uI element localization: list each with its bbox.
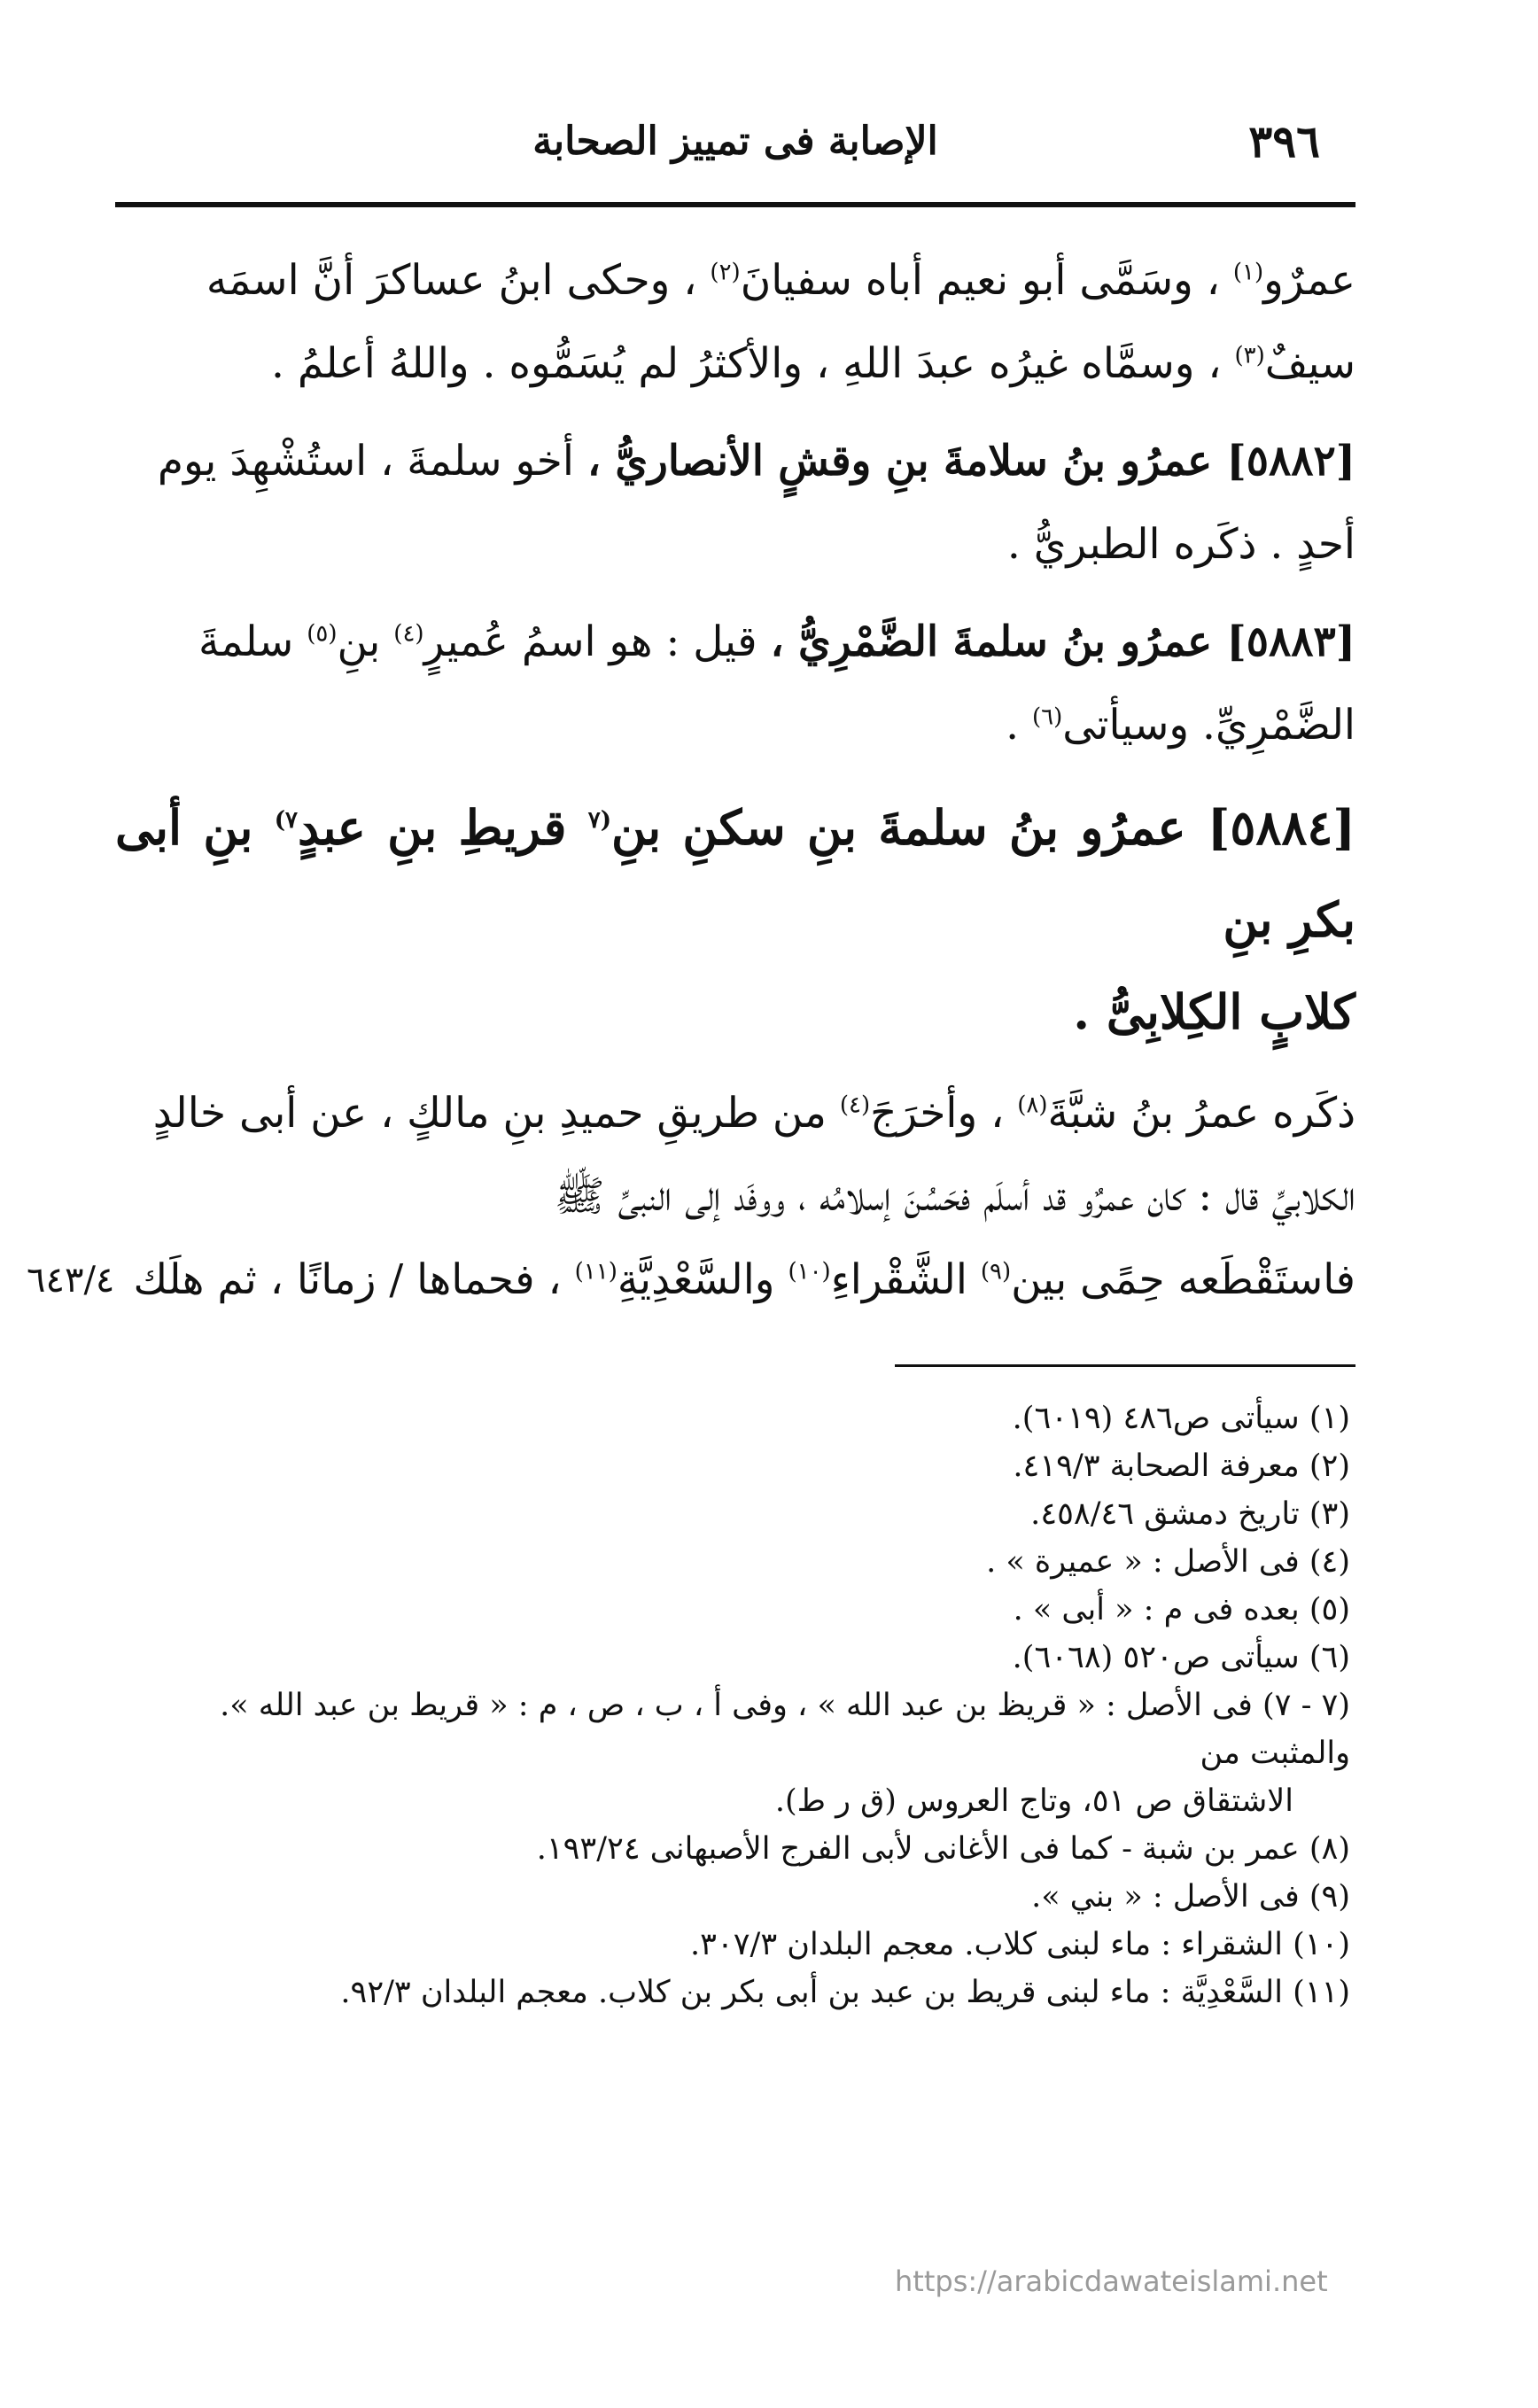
entry-heading: [٥٨٨٣] عمرُو بنُ سلمةَ الضَّمْرِيُّ ،: [770, 618, 1355, 666]
paragraph-intro: [115, 239, 1355, 406]
footnote-ref[interactable]: (٤): [839, 1091, 871, 1119]
footnote-continuation: الاشتقاق ص ٥١، وتاج العروس (ق ر ط).: [774, 1783, 1293, 1819]
text-run: [٥٨٨٤] عمرُو بنُ سلمةَ بنِ سكنِ بنِ: [611, 799, 1355, 856]
text-run: قيل : هو اسمُ عُميرٍ: [423, 618, 757, 666]
footnote-ref[interactable]: (٥): [307, 620, 338, 648]
text-run: ، فحماها / زمانًا ، ثم هلَك: [133, 1255, 562, 1304]
text-run: والسَّعْدِيَّةِ: [617, 1255, 775, 1304]
footnote: (١) سيأتى ص٤٨٦ (٦٠١٩).: [1012, 1401, 1350, 1436]
text-line: الكلابيِّ قال : كان عمرٌو قد أسلَم فحَسُنَ إسلامُه ، ووفَد إلى النبىِّ ﷺ: [554, 1172, 1355, 1221]
text-run: فاستَقْطَعه حِمًى بين: [1011, 1255, 1355, 1304]
entry-heading: [115, 781, 1355, 966]
text-run: ، وأخرَجَ: [870, 1089, 1005, 1138]
text-run: سيفٌ: [1264, 339, 1355, 388]
entry-5883: [115, 601, 1355, 767]
footnote-ref[interactable]: (١١): [574, 1258, 618, 1286]
footnote: (٤) فى الأصل : « عميرة » .: [986, 1544, 1350, 1580]
entry-5882: [115, 420, 1355, 586]
footnote: (٣) تاريخ دمشق ٤٥٨/٤٦.: [1030, 1496, 1350, 1532]
footnote-ref[interactable]: (٩): [980, 1258, 1012, 1286]
text-line: [115, 1072, 1355, 1155]
text-run: ذكَره عمرُ بنُ شبَّةَ: [1047, 1089, 1355, 1138]
margin-page-ref: ٦٤٣/٤: [27, 1260, 115, 1301]
footnote-ref[interactable]: (٣): [1234, 342, 1265, 369]
footnote-ref[interactable]: (٨): [1017, 1091, 1048, 1119]
text-run: ، وسمَّاه غيرُه عبدَ اللهِ ، والأكثرُ لم يُسَمُّوه . واللهُ أعلمُ .: [270, 339, 1222, 388]
text-line: أحدٍ . ذكَره الطبريُّ .: [1006, 520, 1355, 569]
text-line: [115, 601, 1355, 684]
page-header: [115, 115, 1355, 186]
main-text: [27, 239, 1355, 1322]
text-run: ، وحكى ابنُ عساكرَ أنَّ اسمَه: [206, 256, 697, 305]
footnote: (٦) سيأتى ص٥٢٠ (٦٠٦٨).: [1012, 1640, 1350, 1675]
header-rule: [115, 202, 1355, 207]
text-run: سلمةَ: [198, 618, 294, 666]
footnote: (٩) فى الأصل : « بني ».: [1031, 1879, 1350, 1915]
text-run: بنِ أبى بكرِ بنِ: [115, 799, 1355, 948]
page-number: ٣٩٦: [1248, 115, 1320, 167]
entry-5884: [115, 781, 1355, 1058]
footnote: (٧ - ٧) فى الأصل : « قريظ بن عبد الله » ، وفى أ ، ب ، ص ، م : « قريط بن عبد الله ». والمثبت من: [220, 1688, 1350, 1771]
watermark-url: https://arabicdawateislami.net: [895, 2264, 1328, 2298]
entry-heading: [٥٨٨٢] عمرُو بنُ سلامةَ بنِ وقشٍ الأنصاريُّ ،: [586, 437, 1355, 485]
text-run: ، وسَمَّى أبو نعيم أباه سفيانَ: [740, 256, 1220, 305]
footnote-ref[interactable]: (٧: [587, 807, 612, 834]
footnote-ref[interactable]: (١): [1232, 259, 1264, 286]
footnote: (٥) بعده فى م : « أبى » .: [1013, 1592, 1350, 1627]
footnote-rule: [895, 1364, 1355, 1367]
footnote: (٨) عمر بن شبة - كما فى الأغانى لأبى الفرج الأصبهانى ١٩٣/٢٤.: [536, 1831, 1350, 1867]
text-line: [27, 1239, 1355, 1322]
footnote: (٢) معرفة الصحابة ٤١٩/٣.: [1013, 1449, 1350, 1484]
text-run: قريطِ بنِ عبدٍ: [298, 799, 567, 856]
footnote-ref[interactable]: (٦): [1031, 703, 1063, 731]
footnotes: [115, 1394, 1355, 2016]
text-run: من طريقِ حميدِ بنِ مالكٍ ، عن أبى خالدٍ: [152, 1089, 827, 1138]
text-run: بنِ: [337, 618, 381, 666]
footnote-ref[interactable]: ٧): [274, 807, 299, 834]
footnote: (١١) السَّعْدِيَّة : ماء لبنى قريط بن عبد بن أبى بكر بن كلاب. معجم البلدان ٩٢/٣.: [340, 1975, 1350, 2010]
text-run: أخو سلمةَ ، استُشْهِدَ يوم: [157, 437, 574, 485]
running-title: الإصابة فى تمييز الصحابة: [532, 119, 938, 164]
text-run: الشَّقْراءِ: [830, 1255, 967, 1304]
text-run: .: [1006, 701, 1020, 750]
paragraph-narration: [27, 1072, 1355, 1322]
text-run: عمرٌو: [1263, 256, 1355, 305]
text-run: الضَّمْرِيِّ. وسيأتى: [1062, 701, 1355, 750]
footnote-ref[interactable]: (١٠): [788, 1258, 831, 1286]
entry-heading-cont: كلابٍ الكِلابِىُّ .: [1073, 983, 1355, 1040]
footnote-ref[interactable]: (٤): [393, 620, 424, 648]
text-line: [115, 322, 1355, 406]
footnote: (١٠) الشقراء : ماء لبنى كلاب. معجم البلدان ٣٠٧/٣.: [690, 1927, 1350, 1962]
text-line: [115, 239, 1355, 322]
text-line: [115, 420, 1355, 503]
text-line: [115, 684, 1355, 767]
footnote-ref[interactable]: (٢): [710, 259, 741, 286]
